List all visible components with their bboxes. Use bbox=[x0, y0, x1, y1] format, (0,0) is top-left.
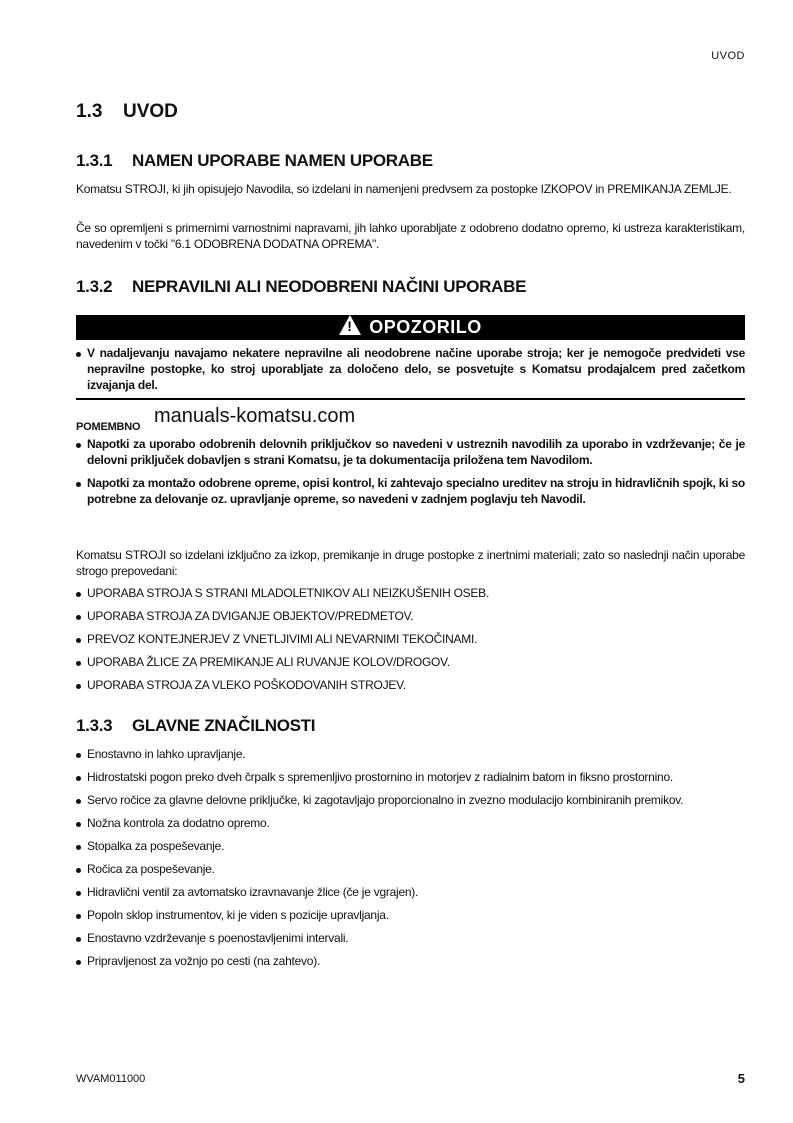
page-number: 5 bbox=[737, 1071, 745, 1086]
list-item: Hidrostatski pogon preko dveh črpalk s spremenljivo prostornino in motorjev z radialnim batom in fiksno prostornino. bbox=[76, 769, 745, 785]
section-title: UVOD bbox=[123, 101, 178, 122]
list-item: Hidravlični ventil za avtomatsko izravnavanje žlice (če je vgrajen). bbox=[76, 884, 745, 900]
subsection-number: 1.3.1 bbox=[76, 151, 113, 170]
list-item: PREVOZ KONTEJNERJEV Z VNETLJIVIMI ALI NEVARNIMI TEKOČINAMI. bbox=[76, 631, 745, 647]
list-item: UPORABA STROJA S STRANI MLADOLETNIKOV ALI NEIZKUŠENIH OSEB. bbox=[76, 585, 745, 601]
subsection-title: NEPRAVILNI ALI NEODOBRENI NAČINI UPORABE bbox=[132, 277, 527, 296]
subsection-title: GLAVNE ZNAČILNOSTI bbox=[132, 716, 316, 735]
paragraph: Komatsu STROJI so izdelani izključno za izkop, premikanje in druge postopke z inertnimi materiali; zato so naslednji način uporabe strogo prepovedani: bbox=[76, 548, 745, 578]
paragraph: Komatsu STROJI, ki jih opisujejo Navodila, so izdelani in namenjeni predvsem za postopke IZKOPOV in PREMIKANJA ZEMLJE. bbox=[76, 182, 732, 196]
warning-text: V nadaljevanju navajamo nekatere nepravilne ali neodobrene načine uporabe stroja; ker je nemogoče predvideti vse nepravilne postopke, ko stroj uporabljate za določeno delo, se posvetujte s Komatsu prodajalcem pred začetkom izvajanja del. bbox=[76, 345, 745, 393]
warning-list bbox=[76, 345, 745, 393]
subsection-number: 1.3.2 bbox=[76, 277, 113, 296]
list-item: Stopalka za pospeševanje. bbox=[76, 838, 745, 854]
list-item: Servo ročice za glavne delovne priključke, ki zagotavljajo proporcionalno in zvezno modulacijo kombiniranih premikov. bbox=[76, 792, 745, 808]
list-item: UPORABA ŽLICE ZA PREMIKANJE ALI RUVANJE KOLOV/DROGOV. bbox=[76, 654, 745, 670]
section-number: 1.3 bbox=[76, 101, 103, 122]
list-item: Popoln sklop instrumentov, ki je viden s pozicije upravljanja. bbox=[76, 907, 745, 923]
list-item: Ročica za pospeševanje. bbox=[76, 861, 745, 877]
section-heading bbox=[76, 101, 178, 123]
list-item: UPORABA STROJA ZA DVIGANJE OBJEKTOV/PREDMETOV. bbox=[76, 608, 745, 624]
warning-banner bbox=[76, 315, 745, 340]
list-item: Enostavno in lahko upravljanje. bbox=[76, 746, 745, 762]
important-list bbox=[76, 436, 745, 507]
list-item: Pripravljenost za vožnjo po cesti (na zahtevo). bbox=[76, 953, 745, 969]
subsection-title: NAMEN UPORABE NAMEN UPORABE bbox=[132, 151, 433, 170]
list-item: UPORABA STROJA ZA VLEKO POŠKODOVANIH STROJEV. bbox=[76, 677, 745, 693]
warning-triangle-icon: ! bbox=[339, 315, 361, 335]
list-item: Enostavno vzdrževanje s poenostavljenimi intervali. bbox=[76, 930, 745, 946]
warning-divider bbox=[76, 398, 745, 400]
list-item: Napotki za uporabo odobrenih delovnih priključkov so navedeni v ustreznih navodilih za uporabo in vzdrževanje; če je delovni priključek dobavljen s strani Komatsu, je ta dokumentacija priložena tem Navodilom. bbox=[76, 436, 745, 468]
running-header: UVOD bbox=[711, 50, 745, 62]
footer-code: WVAM011000 bbox=[76, 1073, 146, 1085]
warning-label: OPOZORILO bbox=[369, 317, 482, 337]
subsection-number: 1.3.3 bbox=[76, 716, 113, 735]
paragraph: Če so opremljeni s primernimi varnostnimi napravami, jih lahko uporabljate z odobreno dodatno opremo, ki ustreza karakteristikam, navedenim v točki "6.1 ODOBRENA DODATNA OPREMA". bbox=[76, 221, 745, 251]
important-label: POMEMBNO bbox=[76, 421, 141, 433]
watermark: manuals-komatsu.com bbox=[154, 405, 356, 427]
subsection-heading-1-3-1 bbox=[76, 151, 433, 171]
subsection-heading-1-3-2 bbox=[76, 277, 526, 297]
features-list bbox=[76, 746, 745, 969]
list-item: Nožna kontrola za dodatno opremo. bbox=[76, 815, 745, 831]
prohibited-list bbox=[76, 585, 745, 693]
subsection-heading-1-3-3 bbox=[76, 716, 315, 736]
list-item: Napotki za montažo odobrene opreme, opisi kontrol, ki zahtevajo specialno ureditev na stroju in hidravličnih spojk, ki so potrebne za delovanje oz. upravljanje opreme, so navedeni v zadnjem poglavju teh Navodil. bbox=[76, 475, 745, 507]
